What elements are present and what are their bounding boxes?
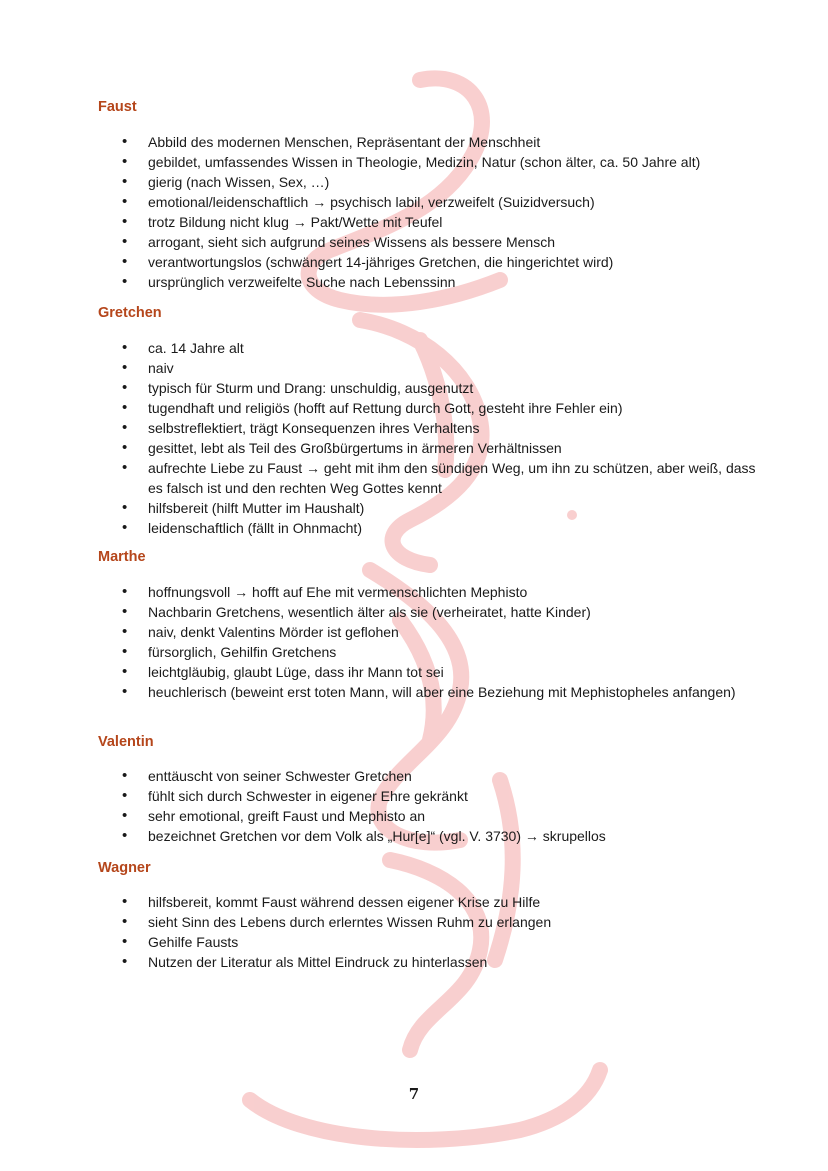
list-item: • naiv, denkt Valentins Mörder ist geflohen — [0, 622, 760, 642]
list-item: • enttäuscht von seiner Schwester Gretchen — [0, 766, 760, 786]
list-item: • hilfsbereit, kommt Faust während dessen eigener Krise zu Hilfe — [0, 892, 760, 912]
list-item: • trotz Bildung nicht klug → Pakt/Wette mit Teufel — [0, 212, 760, 232]
list-item: • leidenschaftlich (fällt in Ohnmacht) — [0, 518, 760, 538]
section-heading-marthe: Marthe — [98, 549, 146, 565]
list-item: • fürsorglich, Gehilfin Gretchens — [0, 642, 760, 662]
list-item: • fühlt sich durch Schwester in eigener Ehre gekränkt — [0, 786, 760, 806]
list-item: • sehr emotional, greift Faust und Mephisto an — [0, 806, 760, 826]
list-item: • aufrechte Liebe zu Faust → geht mit ihm den sündigen Weg, um ihn zu schützen, aber weiß, dass es falsch ist und den rechten Weg Gottes kennt — [0, 458, 760, 498]
valentin-traits-list — [0, 766, 760, 846]
list-item: • Nachbarin Gretchens, wesentlich älter als sie (verheiratet, hatte Kinder) — [0, 602, 760, 622]
list-item: • gebildet, umfassendes Wissen in Theologie, Medizin, Natur (schon älter, ca. 50 Jahre alt) — [0, 152, 760, 172]
list-item: • naiv — [0, 358, 760, 378]
list-item: • Gehilfe Fausts — [0, 932, 760, 952]
list-item: • Abbild des modernen Menschen, Repräsentant der Menschheit — [0, 132, 760, 152]
marthe-traits-list — [0, 582, 760, 702]
list-item: • gierig (nach Wissen, Sex, …) — [0, 172, 760, 192]
section-heading-valentin: Valentin — [98, 734, 154, 750]
list-item: • emotional/leidenschaftlich → psychisch labil, verzweifelt (Suizidversuch) — [0, 192, 760, 212]
list-item: • heuchlerisch (beweint erst toten Mann, will aber eine Beziehung mit Mephistopheles anfangen) — [0, 682, 760, 702]
list-item: • Nutzen der Literatur als Mittel Eindruck zu hinterlassen — [0, 952, 760, 972]
list-item: • hoffnungsvoll → hofft auf Ehe mit vermenschlichten Mephisto — [0, 582, 760, 602]
list-item: • tugendhaft und religiös (hofft auf Rettung durch Gott, gesteht ihre Fehler ein) — [0, 398, 760, 418]
section-heading-faust: Faust — [98, 99, 137, 115]
list-item: • hilfsbereit (hilft Mutter im Haushalt) — [0, 498, 760, 518]
list-item: • sieht Sinn des Lebens durch erlerntes Wissen Ruhm zu erlangen — [0, 912, 760, 932]
page-number: 7 — [408, 1085, 420, 1103]
section-heading-wagner: Wagner — [98, 860, 151, 876]
list-item: • leichtgläubig, glaubt Lüge, dass ihr Mann tot sei — [0, 662, 760, 682]
list-item: • arrogant, sieht sich aufgrund seines Wissens als bessere Mensch — [0, 232, 760, 252]
list-item: • ca. 14 Jahre alt — [0, 338, 760, 358]
gretchen-traits-list — [0, 338, 760, 538]
list-item: • typisch für Sturm und Drang: unschuldig, ausgenutzt — [0, 378, 760, 398]
section-heading-gretchen: Gretchen — [98, 305, 162, 321]
list-item: • selbstreflektiert, trägt Konsequenzen ihres Verhaltens — [0, 418, 760, 438]
list-item: • gesittet, lebt als Teil des Großbürgertums in ärmeren Verhältnissen — [0, 438, 760, 458]
faust-traits-list — [0, 132, 760, 292]
list-item: • ursprünglich verzweifelte Suche nach Lebenssinn — [0, 272, 760, 292]
wagner-traits-list — [0, 892, 760, 972]
list-item: • bezeichnet Gretchen vor dem Volk als „Hur[e]“ (vgl. V. 3730) → skrupellos — [0, 826, 760, 846]
list-item: • verantwortungslos (schwängert 14-jähriges Gretchen, die hingerichtet wird) — [0, 252, 760, 272]
